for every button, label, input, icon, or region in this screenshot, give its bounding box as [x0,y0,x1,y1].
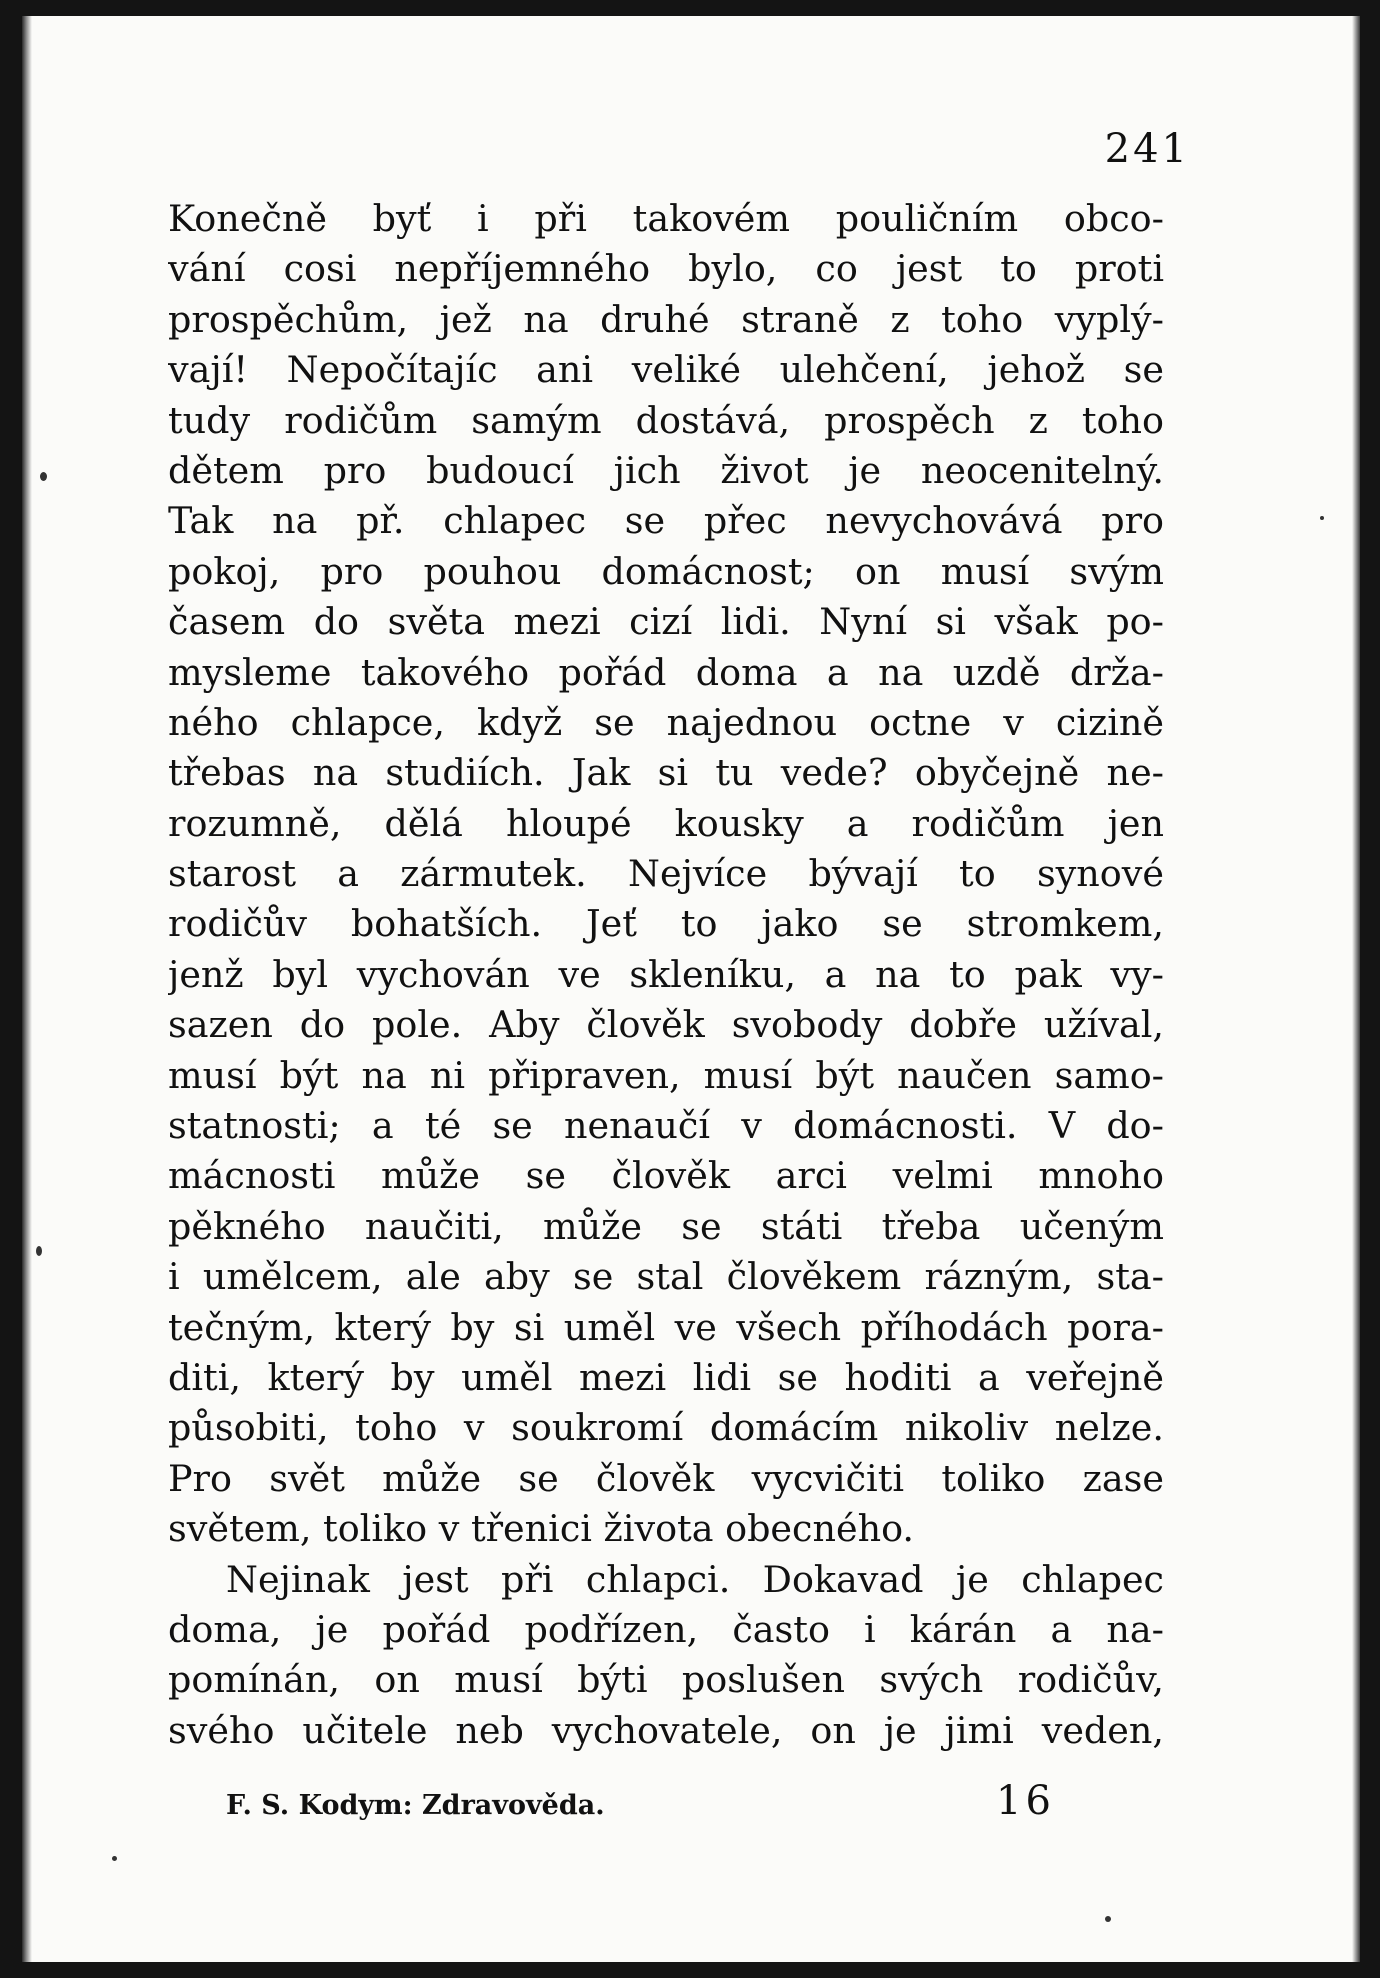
text-line: vají! Nepočítajíc ani veliké ulehčení, jehož se [168,348,1164,392]
text-line: pomínán, on musí býti poslušen svých rodičův, [168,1658,1164,1702]
text-line: Tak na př. chlapec se přec nevychovává pro [168,499,1164,543]
text-line: tečným, který by si uměl ve všech příhodách pora- [168,1305,1164,1349]
text-line: časem do světa mezi cizí lidi. Nyní si však po- [168,600,1164,644]
page-binding-edge [22,16,32,1962]
scan-speck [36,1246,42,1256]
book-page [22,16,1360,1962]
text-line: jenž byl vychován ve skleníku, a na to pak vy- [168,952,1164,996]
page-outer-edge [1352,16,1360,1962]
text-line: musí být na ni připraven, musí být naučen samo- [168,1053,1164,1097]
text-line: vání cosi nepříjemného bylo, co jest to proti [168,247,1164,291]
scan-speck [1320,516,1324,520]
text-line: mysleme takového pořád doma a na uzdě drža- [168,650,1164,694]
text-line: mácnosti může se člověk arci velmi mnoho [168,1154,1164,1198]
text-line: rodičův bohatších. Jeť to jako se stromkem, [168,902,1164,946]
text-line: svého učitele neb vychovatele, on je jimi veden, [168,1708,1164,1752]
text-line: dětem pro budoucí jich život je neocenitelný. [168,448,1164,492]
text-line: i umělcem, ale aby se stal člověkem rázným, sta- [168,1255,1164,1299]
page-number: 241 [1104,126,1190,172]
scan-speck [112,1856,117,1861]
text-line: rozumně, dělá hloupé kousky a rodičům jen [168,801,1164,845]
text-line: ného chlapce, když se najednou octne v cizině [168,700,1164,744]
text-line: pokoj, pro pouhou domácnost; on musí svým [168,549,1164,593]
text-line: diti, který by uměl mezi lidi se hoditi a veřejně [168,1355,1164,1399]
footer-signature: F. S. Kodym: Zdravověda. [226,1790,605,1821]
text-line: statnosti; a té se nenaučí v domácnosti. V do- [168,1104,1164,1148]
body-text [168,194,1164,1756]
paragraph-start-line: Nejinak jest při chlapci. Dokavad je chlapec [226,1557,1164,1601]
text-line: doma, je pořád podřízen, často i kárán a na- [168,1607,1164,1651]
text-line: starost a zármutek. Nejvíce bývají to synové [168,852,1164,896]
scan-speck [40,472,47,481]
text-line: třebas na studiích. Jak si tu vede? obyčejně ne- [168,751,1164,795]
text-line: sazen do pole. Aby člověk svobody dobře užíval, [168,1003,1164,1047]
text-line: působiti, toho v soukromí domácím nikoliv nelze. [168,1406,1164,1450]
text-line: prospěchům, jež na druhé straně z toho vyplý- [168,297,1164,341]
text-line: tudy rodičům samým dostává, prospěch z toho [168,398,1164,442]
text-line: Pro svět může se člověk vycvičiti toliko zase [168,1456,1164,1500]
text-line: Konečně byť i při takovém pouličním obco- [168,197,1164,240]
scan-speck [1105,1916,1111,1922]
sheet-signature-mark: 16 [996,1778,1055,1824]
paragraph-end-line: světem, toliko v třenici života obecného. [168,1507,915,1551]
text-line: pěkného naučiti, může se státi třeba učeným [168,1204,1164,1248]
